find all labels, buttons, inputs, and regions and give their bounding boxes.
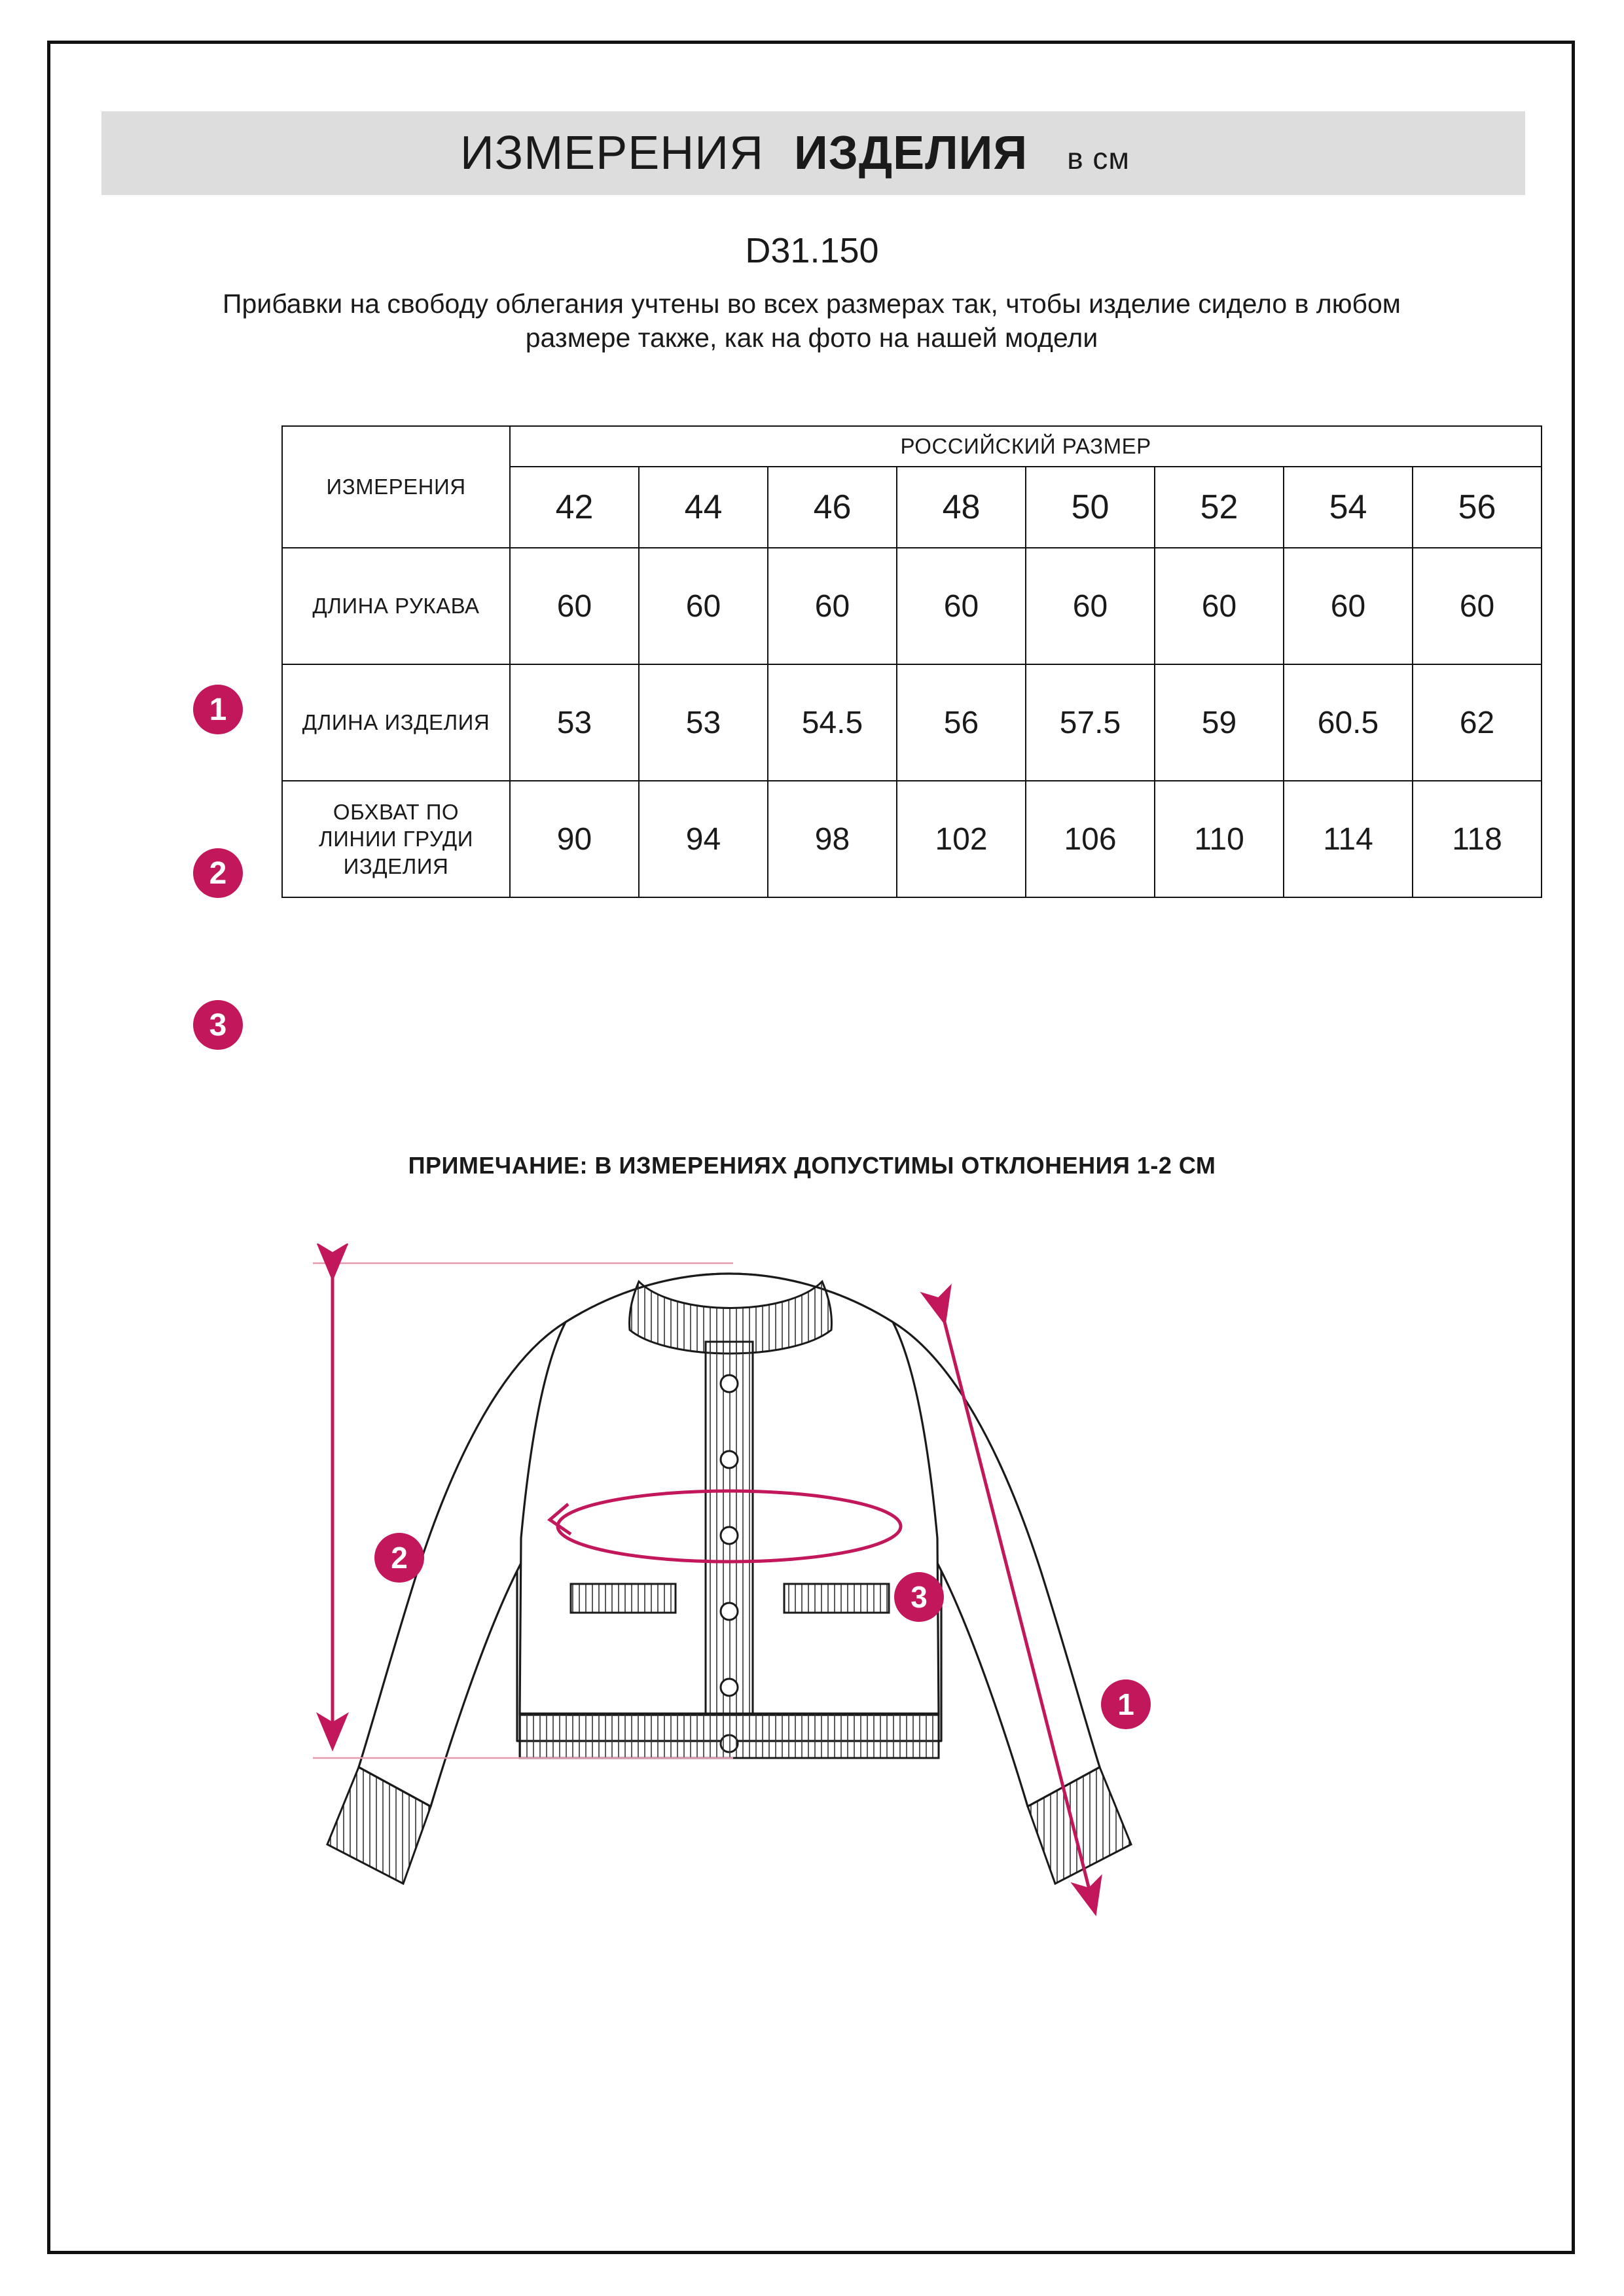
cell-r2-c5: 110	[1155, 781, 1284, 897]
cell-r0-c4: 60	[1026, 548, 1155, 664]
cell-r2-c4: 106	[1026, 781, 1155, 897]
cell-r2-c3: 102	[897, 781, 1026, 897]
size-header-52: 52	[1155, 467, 1284, 548]
cell-r1-c4: 57.5	[1026, 664, 1155, 781]
size-header-54: 54	[1284, 467, 1413, 548]
table-note: ПРИМЕЧАНИЕ: В ИЗМЕРЕНИЯХ ДОПУСТИМЫ ОТКЛОНЕНИЯ 1-2 СМ	[408, 1152, 1216, 1179]
cell-r1-c5: 59	[1155, 664, 1284, 781]
table-row	[282, 664, 1542, 781]
unit-label: в см	[1067, 141, 1130, 175]
row-marker-2: 2	[193, 848, 243, 898]
table-header-group-row	[282, 426, 1542, 467]
badge-chest: 3	[894, 1572, 944, 1622]
size-header-48: 48	[897, 467, 1026, 548]
title-band	[101, 111, 1525, 195]
page-title-strong: ИЗДЕЛИЯ	[793, 127, 1028, 179]
intro-note: Прибавки на свободу облегания учтены во всех размерах так, чтобы изделие сидело в любом размере также, как на фото на нашей модели	[223, 289, 1401, 353]
cell-r2-c1: 94	[639, 781, 768, 897]
badge-sleeve-length: 1	[1101, 1679, 1151, 1729]
size-header-42: 42	[510, 467, 639, 548]
cell-r0-c5: 60	[1155, 548, 1284, 664]
cell-r2-c0: 90	[510, 781, 639, 897]
row-label-sleeve-length: ДЛИНА РУКАВА	[282, 548, 510, 664]
badge-garment-length: 2	[374, 1533, 424, 1583]
size-header-50: 50	[1026, 467, 1155, 548]
cell-r1-c0: 53	[510, 664, 639, 781]
cell-r2-c2: 98	[768, 781, 897, 897]
cell-r2-c7: 118	[1413, 781, 1542, 897]
size-header-56: 56	[1413, 467, 1542, 548]
table-row	[282, 548, 1542, 664]
row-marker-1: 1	[193, 685, 243, 734]
cell-r0-c7: 60	[1413, 548, 1542, 664]
cell-r1-c6: 60.5	[1284, 664, 1413, 781]
size-header-44: 44	[639, 467, 768, 548]
measure-column-header: ИЗМЕРЕНИЯ	[282, 426, 510, 548]
cell-r0-c6: 60	[1284, 548, 1413, 664]
cell-r1-c7: 62	[1413, 664, 1542, 781]
cell-r1-c2: 54.5	[768, 664, 897, 781]
size-table-wrapper	[281, 425, 1502, 898]
cell-r0-c0: 60	[510, 548, 639, 664]
row-label-garment-length: ДЛИНА ИЗДЕЛИЯ	[282, 664, 510, 781]
size-header-46: 46	[768, 467, 897, 548]
cell-r0-c2: 60	[768, 548, 897, 664]
size-table	[281, 425, 1542, 898]
table-row	[282, 781, 1542, 897]
garment-illustration	[275, 1244, 1388, 2173]
page-title: ИЗМЕРЕНИЯ	[460, 127, 764, 179]
row-label-chest: ОБХВАТ ПО ЛИНИИ ГРУДИ ИЗДЕЛИЯ	[282, 781, 510, 897]
article-code: D31.150	[745, 231, 879, 270]
cell-r1-c3: 56	[897, 664, 1026, 781]
size-group-header: РОССИЙСКИЙ РАЗМЕР	[510, 426, 1542, 467]
cell-r1-c1: 53	[639, 664, 768, 781]
row-marker-3: 3	[193, 1000, 243, 1050]
cell-r0-c1: 60	[639, 548, 768, 664]
cell-r2-c6: 114	[1284, 781, 1413, 897]
cell-r0-c3: 60	[897, 548, 1026, 664]
